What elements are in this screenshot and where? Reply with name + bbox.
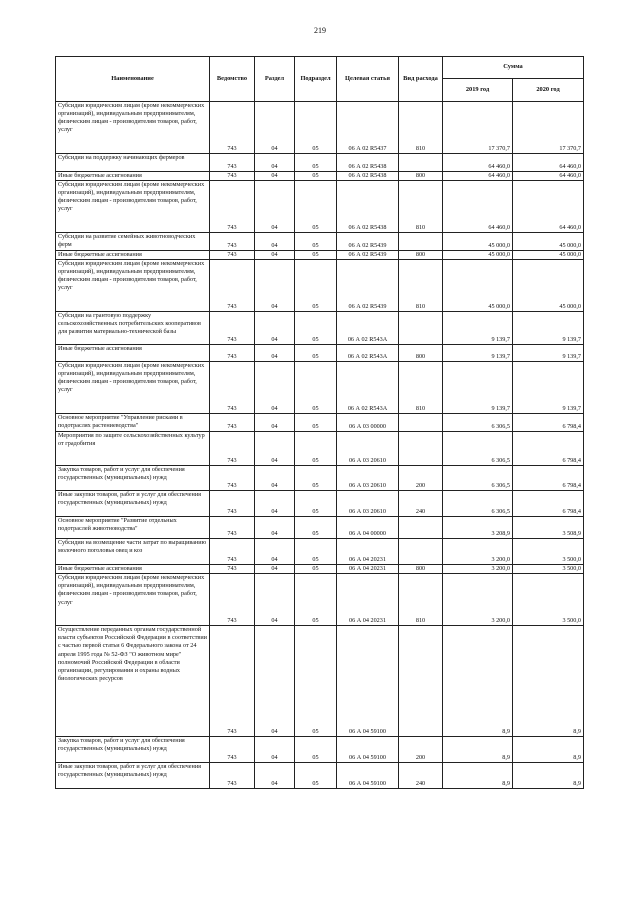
row-sum-2019: 6 306,5 [443, 491, 513, 517]
row-sum-2019: 6 306,5 [443, 414, 513, 432]
row-expense-type [399, 432, 443, 466]
row-sum-2019: 45 000,0 [443, 260, 513, 312]
row-target: 06 А 02 R5437 [337, 102, 399, 154]
row-razdel: 04 [255, 737, 295, 763]
row-sum-2020: 9 139,7 [513, 312, 584, 345]
table-row [56, 154, 584, 172]
row-razdel: 04 [255, 260, 295, 312]
row-razdel: 04 [255, 312, 295, 345]
row-target: 06 А 04 20231 [337, 574, 399, 626]
row-sum-2020: 6 798,4 [513, 466, 584, 491]
row-vedomstvo: 743 [210, 574, 255, 626]
table-row [56, 737, 584, 763]
row-sum-2019: 6 306,5 [443, 466, 513, 491]
row-sum-2019: 45 000,0 [443, 251, 513, 260]
row-razdel: 04 [255, 574, 295, 626]
row-vedomstvo: 743 [210, 565, 255, 574]
row-sum-2020: 3 500,0 [513, 565, 584, 574]
header-vedomstvo: Ведомство [210, 57, 255, 102]
row-podrazdel: 05 [295, 172, 337, 181]
row-vedomstvo: 743 [210, 154, 255, 172]
table-body [56, 102, 584, 789]
row-name: Субсидии на грантовую поддержку сельскохозяйственных потребительских кооперативов для развития материально-технической базы [56, 312, 210, 345]
row-sum-2019: 3 208,9 [443, 517, 513, 539]
row-expense-type [399, 539, 443, 565]
row-target: 06 А 02 R5439 [337, 260, 399, 312]
row-expense-type: 800 [399, 565, 443, 574]
header-name: Наименование [56, 57, 210, 102]
row-razdel: 04 [255, 154, 295, 172]
row-razdel: 04 [255, 233, 295, 251]
row-razdel: 04 [255, 102, 295, 154]
row-target: 06 А 02 R5438 [337, 154, 399, 172]
row-target: 06 А 04 59100 [337, 763, 399, 789]
row-name: Осуществление переданных органам государственной власти субъектов Российской Федерации в соответствии с частью первой статьи 6 Федерального закона от 24 апреля 1995 года № 52-ФЗ "О животном мире" полномочий Российской Федерации в области организации, регулирования и охраны водных биологических ресурсов [56, 626, 210, 737]
row-vedomstvo: 743 [210, 414, 255, 432]
row-podrazdel: 05 [295, 102, 337, 154]
row-sum-2020: 8,9 [513, 737, 584, 763]
table-row [56, 539, 584, 565]
row-podrazdel: 05 [295, 737, 337, 763]
row-name: Субсидии юридическим лицам (кроме некоммерческих организаций), индивидуальным предпринимателям, физическим лицам - производителям товаров, работ, услуг [56, 102, 210, 154]
row-target: 06 А 03 00000 [337, 414, 399, 432]
row-razdel: 04 [255, 432, 295, 466]
table-row [56, 491, 584, 517]
table-row [56, 260, 584, 312]
row-name: Субсидии юридическим лицам (кроме некоммерческих организаций), индивидуальным предпринимателям, физическим лицам - производителям товаров, работ, услуг [56, 362, 210, 414]
table-row [56, 466, 584, 491]
row-target: 06 А 02 R5439 [337, 251, 399, 260]
row-vedomstvo: 743 [210, 345, 255, 362]
table-row [56, 312, 584, 345]
row-name: Закупка товаров, работ и услуг для обеспечения государственных (муниципальных) нужд [56, 466, 210, 491]
row-expense-type: 200 [399, 466, 443, 491]
row-razdel: 04 [255, 172, 295, 181]
row-expense-type [399, 626, 443, 737]
row-expense-type [399, 233, 443, 251]
row-sum-2020: 6 798,4 [513, 491, 584, 517]
row-sum-2020: 9 139,7 [513, 362, 584, 414]
row-name: Иные бюджетные ассигнования [56, 565, 210, 574]
table-row [56, 565, 584, 574]
header-razdel: Раздел [255, 57, 295, 102]
row-sum-2020: 8,9 [513, 763, 584, 789]
row-sum-2019: 17 370,7 [443, 102, 513, 154]
row-razdel: 04 [255, 362, 295, 414]
row-sum-2020: 3 500,0 [513, 539, 584, 565]
row-target: 06 А 04 20231 [337, 539, 399, 565]
row-sum-2019: 64 460,0 [443, 172, 513, 181]
row-name: Субсидии на развитие семейных животноводческих ферм [56, 233, 210, 251]
row-podrazdel: 05 [295, 362, 337, 414]
header-sum: Сумма [443, 57, 584, 79]
row-podrazdel: 05 [295, 466, 337, 491]
row-target: 06 А 03 20610 [337, 491, 399, 517]
row-podrazdel: 05 [295, 181, 337, 233]
row-sum-2020: 17 370,7 [513, 102, 584, 154]
row-sum-2020: 45 000,0 [513, 260, 584, 312]
row-expense-type [399, 517, 443, 539]
row-name: Субсидии юридическим лицам (кроме некоммерческих организаций), индивидуальным предпринимателям, физическим лицам - производителям товаров, работ, услуг [56, 574, 210, 626]
row-podrazdel: 05 [295, 574, 337, 626]
row-sum-2019: 9 139,7 [443, 312, 513, 345]
row-target: 06 А 04 59100 [337, 737, 399, 763]
row-name: Субсидии юридическим лицам (кроме некоммерческих организаций), индивидуальным предпринимателям, физическим лицам - производителям товаров, работ, услуг [56, 260, 210, 312]
row-razdel: 04 [255, 517, 295, 539]
table-row [56, 574, 584, 626]
row-sum-2020: 45 000,0 [513, 233, 584, 251]
row-sum-2019: 64 460,0 [443, 181, 513, 233]
row-sum-2020: 64 460,0 [513, 172, 584, 181]
row-target: 06 А 04 59100 [337, 626, 399, 737]
table-row [56, 181, 584, 233]
row-razdel: 04 [255, 414, 295, 432]
row-expense-type [399, 154, 443, 172]
row-name: Иные закупки товаров, работ и услуг для обеспечения государственных (муниципальных) нужд [56, 763, 210, 789]
row-podrazdel: 05 [295, 565, 337, 574]
row-name: Иные бюджетные ассигнования [56, 345, 210, 362]
row-sum-2020: 8,9 [513, 626, 584, 737]
row-expense-type: 810 [399, 260, 443, 312]
row-name: Основное мероприятие "Развитие отдельных подотраслей животноводства" [56, 517, 210, 539]
header-2020: 2020 год [513, 79, 584, 102]
row-name: Иные закупки товаров, работ и услуг для обеспечения государственных (муниципальных) нужд [56, 491, 210, 517]
row-sum-2019: 9 139,7 [443, 345, 513, 362]
row-expense-type: 240 [399, 491, 443, 517]
table-row [56, 345, 584, 362]
row-sum-2020: 3 508,9 [513, 517, 584, 539]
row-name: Иные бюджетные ассигнования [56, 172, 210, 181]
row-expense-type: 810 [399, 362, 443, 414]
row-podrazdel: 05 [295, 491, 337, 517]
row-vedomstvo: 743 [210, 251, 255, 260]
row-vedomstvo: 743 [210, 362, 255, 414]
header-podrazdel: Подраздел [295, 57, 337, 102]
row-sum-2019: 8,9 [443, 737, 513, 763]
row-vedomstvo: 743 [210, 491, 255, 517]
row-sum-2019: 64 460,0 [443, 154, 513, 172]
row-vedomstvo: 743 [210, 539, 255, 565]
row-expense-type: 800 [399, 172, 443, 181]
row-vedomstvo: 743 [210, 172, 255, 181]
header-target: Целевая статья [337, 57, 399, 102]
row-podrazdel: 05 [295, 763, 337, 789]
row-sum-2019: 3 200,0 [443, 539, 513, 565]
row-target: 06 А 03 20610 [337, 432, 399, 466]
row-expense-type: 810 [399, 181, 443, 233]
row-vedomstvo: 743 [210, 181, 255, 233]
row-target: 06 А 02 R5438 [337, 172, 399, 181]
row-sum-2019: 3 200,0 [443, 565, 513, 574]
row-target: 06 А 02 R5438 [337, 181, 399, 233]
table-row [56, 626, 584, 737]
row-expense-type [399, 414, 443, 432]
row-name: Субсидии на поддержку начинающих фермеров [56, 154, 210, 172]
row-sum-2020: 9 139,7 [513, 345, 584, 362]
row-sum-2019: 3 200,0 [443, 574, 513, 626]
row-sum-2020: 64 460,0 [513, 181, 584, 233]
row-vedomstvo: 743 [210, 260, 255, 312]
row-razdel: 04 [255, 345, 295, 362]
table-row [56, 414, 584, 432]
row-name: Мероприятия по защите сельскохозяйственных культур от градобития [56, 432, 210, 466]
header-expense-type: Вид расхода [399, 57, 443, 102]
row-target: 06 А 04 00000 [337, 517, 399, 539]
row-name: Закупка товаров, работ и услуг для обеспечения государственных (муниципальных) нужд [56, 737, 210, 763]
row-expense-type [399, 312, 443, 345]
table-row [56, 233, 584, 251]
row-razdel: 04 [255, 539, 295, 565]
row-podrazdel: 05 [295, 626, 337, 737]
table-row [56, 763, 584, 789]
row-target: 06 А 02 R5439 [337, 233, 399, 251]
row-vedomstvo: 743 [210, 517, 255, 539]
table-row [56, 432, 584, 466]
row-expense-type: 800 [399, 251, 443, 260]
row-name: Субсидии на возмещение части затрат по выращиванию молочного поголовья овец и коз [56, 539, 210, 565]
row-vedomstvo: 743 [210, 466, 255, 491]
row-sum-2019: 45 000,0 [443, 233, 513, 251]
row-razdel: 04 [255, 181, 295, 233]
row-razdel: 04 [255, 626, 295, 737]
header-2019: 2019 год [443, 79, 513, 102]
row-expense-type: 240 [399, 763, 443, 789]
row-sum-2020: 64 460,0 [513, 154, 584, 172]
row-vedomstvo: 743 [210, 763, 255, 789]
table-row [56, 251, 584, 260]
row-vedomstvo: 743 [210, 312, 255, 345]
row-target: 06 А 02 R543А [337, 362, 399, 414]
row-target: 06 А 03 20610 [337, 466, 399, 491]
row-podrazdel: 05 [295, 312, 337, 345]
row-podrazdel: 05 [295, 154, 337, 172]
row-podrazdel: 05 [295, 345, 337, 362]
row-sum-2020: 6 798,4 [513, 414, 584, 432]
page-number: 219 [314, 26, 326, 35]
row-expense-type: 810 [399, 102, 443, 154]
row-vedomstvo: 743 [210, 102, 255, 154]
row-vedomstvo: 743 [210, 626, 255, 737]
row-razdel: 04 [255, 565, 295, 574]
row-sum-2020: 3 500,0 [513, 574, 584, 626]
row-sum-2019: 9 139,7 [443, 362, 513, 414]
row-vedomstvo: 743 [210, 233, 255, 251]
row-podrazdel: 05 [295, 432, 337, 466]
row-podrazdel: 05 [295, 414, 337, 432]
row-podrazdel: 05 [295, 260, 337, 312]
row-name: Субсидии юридическим лицам (кроме некоммерческих организаций), индивидуальным предпринимателям, физическим лицам - производителям товаров, работ, услуг [56, 181, 210, 233]
row-expense-type: 200 [399, 737, 443, 763]
row-sum-2019: 8,9 [443, 626, 513, 737]
row-sum-2020: 45 000,0 [513, 251, 584, 260]
table-row [56, 102, 584, 154]
row-razdel: 04 [255, 251, 295, 260]
row-sum-2019: 6 306,5 [443, 432, 513, 466]
row-podrazdel: 05 [295, 233, 337, 251]
row-razdel: 04 [255, 466, 295, 491]
row-vedomstvo: 743 [210, 737, 255, 763]
row-target: 06 А 04 20231 [337, 565, 399, 574]
budget-table [55, 56, 584, 789]
row-expense-type: 800 [399, 345, 443, 362]
row-razdel: 04 [255, 491, 295, 517]
table-row [56, 517, 584, 539]
row-sum-2019: 8,9 [443, 763, 513, 789]
row-podrazdel: 05 [295, 251, 337, 260]
table-row [56, 172, 584, 181]
row-podrazdel: 05 [295, 517, 337, 539]
row-name: Основное мероприятие "Управление рисками в подотраслях растениеводства" [56, 414, 210, 432]
row-sum-2020: 6 798,4 [513, 432, 584, 466]
table-row [56, 362, 584, 414]
row-vedomstvo: 743 [210, 432, 255, 466]
row-target: 06 А 02 R543А [337, 312, 399, 345]
row-podrazdel: 05 [295, 539, 337, 565]
row-expense-type: 810 [399, 574, 443, 626]
row-name: Иные бюджетные ассигнования [56, 251, 210, 260]
row-target: 06 А 02 R543А [337, 345, 399, 362]
row-razdel: 04 [255, 763, 295, 789]
